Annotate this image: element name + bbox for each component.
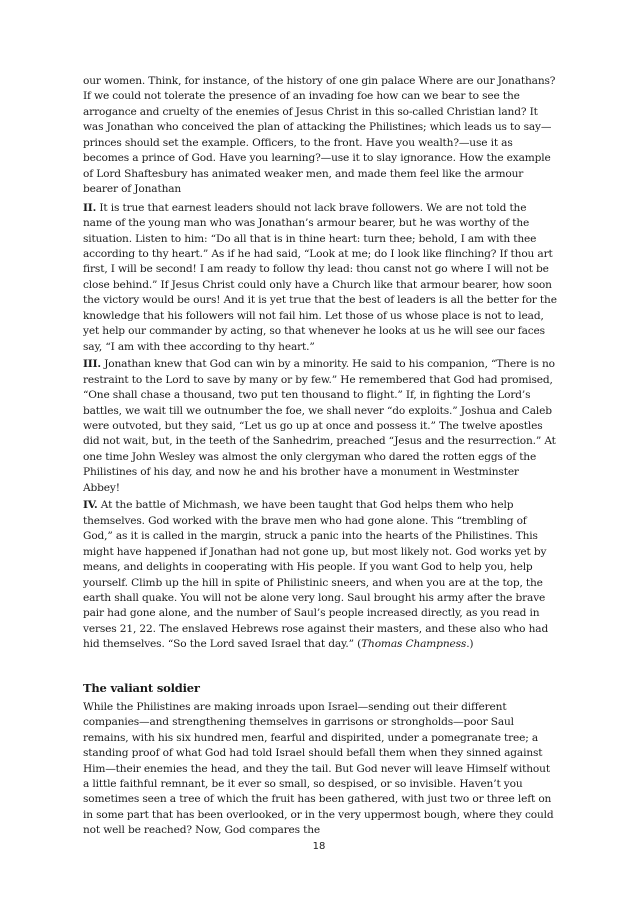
document-body: [83, 74, 557, 841]
point-numeral: II.: [83, 201, 97, 214]
paragraph-valiant-soldier: [83, 700, 557, 839]
paragraph-text: It is true that earnest leaders should not lack brave followers. We are not told the name of the young man who was Jonathan’s armour bearer, but he was worthy of the situation. Listen to him: “Do all that is in thine heart: turn thee; behold, I am with thee according to thy heart.” As if he had said, “Look at me; do I look like flinching? If thou art first, I will be second! I am ready to follow thy lead: thou canst not go where I will not be close behind.” If Jesus Christ could only have a Church like that armour bearer, how soon the victory would be ours! And it is yet true that the best of leaders is all the better for the knowledge that his followers will not fail him. Let those of us whose place is not to lead, yet help our commander by acting, so that whenever he looks at us he will see our faces say, “I am with thee according to thy heart.”: [83, 201, 557, 353]
paragraph-text: Jonathan knew that God can win by a minority. He said to his companion, “There is no restraint to the Lord to save by many or by few.” He remembered that God had promised, “One shall chase a thousand, two put ten thousand to flight.” If, in fighting the Lord’s battles, we wait till we outnumber the foe, we shall never “do exploits.” Joshua and Caleb were outvoted, but they said, “Let us go up at once and possess it.” The twelve apostles did not wait, but, in the teeth of the Sanhedrim, preached “Jesus and the resurrection.” At one time John Wesley was almost the only clergyman who dared the rotten eggs of the Philistines of his day, and now he and his brother have a monument in Westminster Abbey!: [83, 358, 556, 494]
paragraph-point-four: [83, 498, 557, 653]
paragraph-text: our women. Think, for instance, of the history of one gin palace Where are our Jonathans? If we could not tolerate the presence of an invading foe how can we bear to see the arrogance and cruelty of the enemies of Jesus Christ in this so-called Christian land? It was Jonathan who conceived the plan of attacking the Philistines; which leads us to say—princes should set the example. Officers, to the front. Have you wealth?—use it as becomes a prince of God. Have you learning?—use it to slay ignorance. How the example of Lord Shaftesbury has animated weaker men, and made them feel like the armour bearer of Jonathan: [83, 75, 556, 196]
paragraph-point-three: [83, 357, 557, 496]
section-heading: The valiant soldier: [83, 680, 200, 695]
paragraph-text: At the battle of Michmash, we have been taught that God helps them who help themselves. God worked with the brave men who had gone alone. This “trembling of God,” as it is called in the margin, struck a panic into the hearts of the Philistines. This might have happened if Jonathan had not gone up, but most likely not. God works yet by means, and delights in cooperating with His people. If you want God to help you, help yourself. Climb up the hill in spite of Philistinic sneers, and when you are at the top, the earth shall quake. You will not be alone very long. Saul brought his army after the brave pair had gone alone, and the number of Saul’s people increased directly, as you read in verses 21, 22. The enslaved Hebrews rose against their masters, and these also who had hid themselves. “So the Lord saved Israel that day.”: [83, 499, 549, 651]
point-numeral: III.: [83, 358, 101, 371]
paragraph-continuation: [83, 74, 557, 198]
paragraph-point-two: [83, 201, 557, 356]
citation: (Thomas Champness.): [357, 638, 474, 651]
point-numeral: IV.: [83, 499, 98, 512]
paragraph-text: While the Philistines are making inroads upon Israel—sending out their different companies—and strengthening themselves in garrisons or strongholds—poor Saul remains, with his six hundred men, fearful and dispirited, under a pomegranate tree; a standing proof of what God had told Israel should befall them when they sinned against Him—their enemies the head, and they the tail. But God never will leave Himself without a little faithful remnant, be it ever so small, so despised, or so invisible. Haven’t you sometimes seen a tree of which the fruit has been gathered, with just two or three left on in some part that has been overlooked, or in the very uppermost bough, where they could not well be reached? Now, God compares the: [83, 700, 554, 837]
page-number: 18: [312, 841, 326, 852]
citation-author: Thomas Champness: [361, 638, 467, 651]
